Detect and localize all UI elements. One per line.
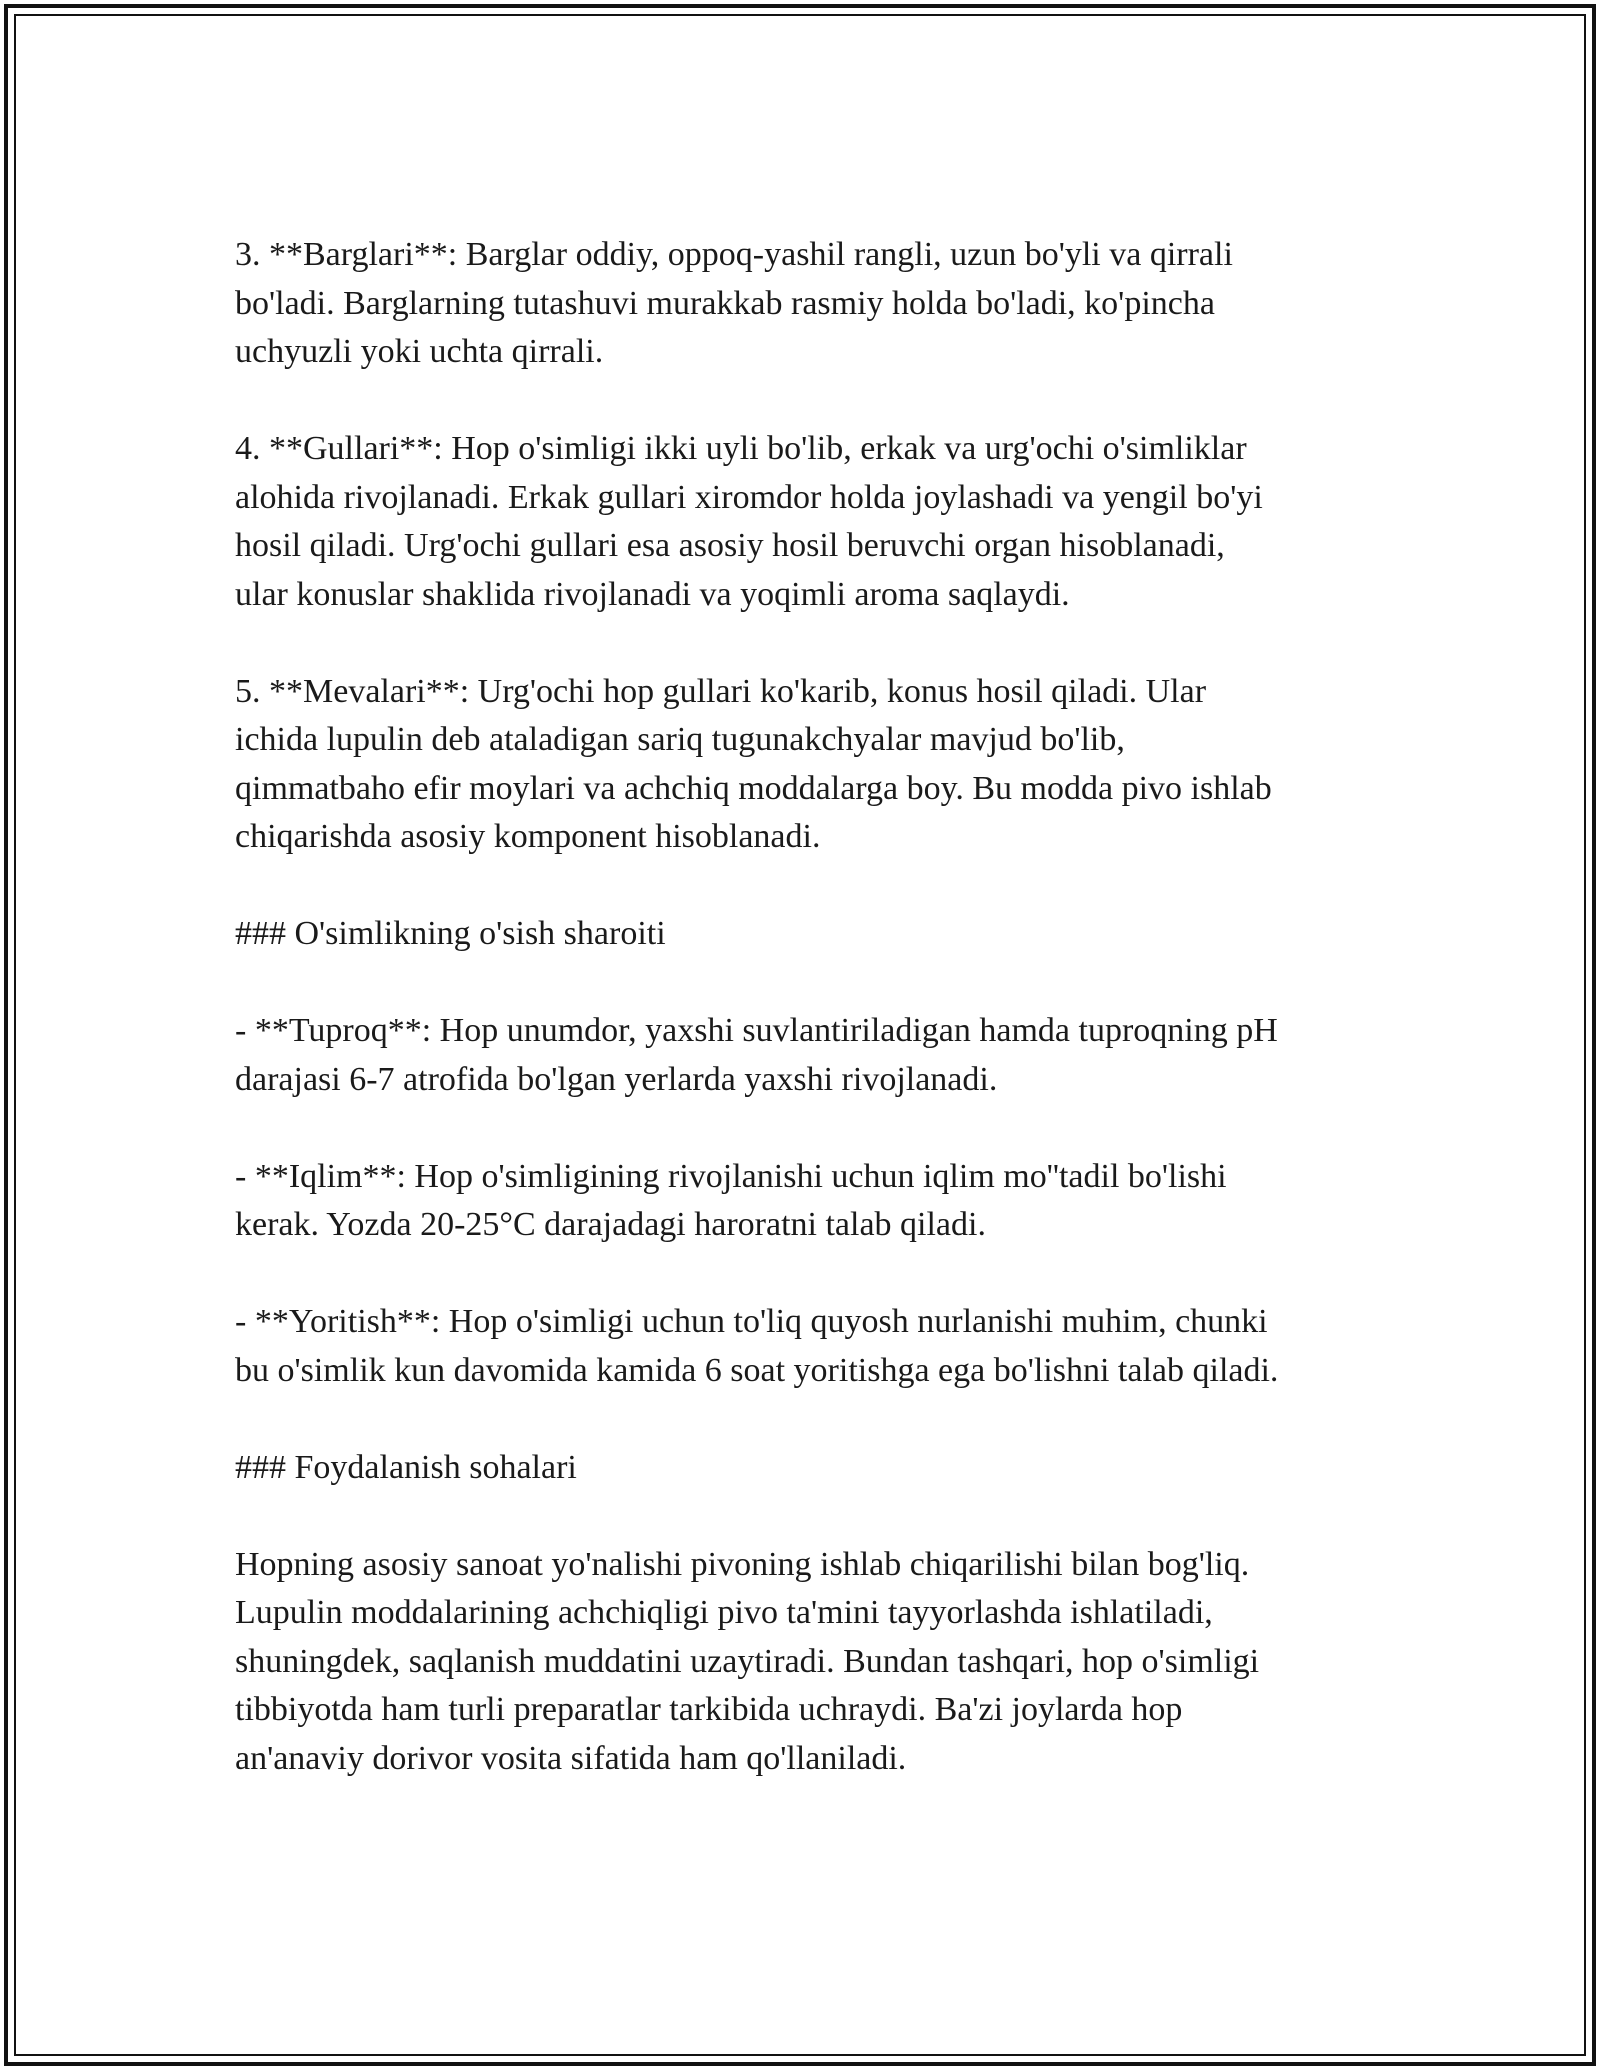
list-item-soil: - **Tuproq**: Hop unumdor, yaxshi suvlantiriladigan hamda tuproqning pH darajasi 6-7 atrofida bo'lgan yerlarda yaxshi rivojlanadi. (235, 1012, 1278, 1098)
list-item-lighting: - **Yoritish**: Hop o'simligi uchun to'liq quyosh nurlanishi muhim, chunki bu o'simlik kun davomida kamida 6 soat yoritishga ega bo'lishni talab qiladi. (235, 1303, 1279, 1389)
paragraph-fruits: 5. **Mevalari**: Urg'ochi hop gullari ko'karib, konus hosil qiladi. Ular ichida lupulin deb ataladigan sariq tugunakchyalar mavjud bo'lib, qimmatbaho efir moylari va achchiq moddalarga boy. Bu modda pivo ishlab chiqarishda asosiy komponent hisoblanadi. (235, 672, 1272, 855)
list-item-climate: - **Iqlim**: Hop o'simligining rivojlanishi uchun iqlim mo''tadil bo'lishi kerak. Yozda 20-25°C darajadagi haroratni talab qiladi. (235, 1157, 1227, 1243)
document-body (235, 231, 1395, 1783)
heading-usage-areas: ### Foydalanish sohalari (235, 1448, 577, 1486)
paragraph-leaves: 3. **Barglari**: Barglar oddiy, oppoq-yashil rangli, uzun bo'yli va qirrali bo'ladi. Barglarning tutashuvi murakkab rasmiy holda bo'ladi, ko'pincha uchyuzli yoki uchta qirrali. (235, 236, 1233, 370)
paragraph-flowers: 4. **Gullari**: Hop o'simligi ikki uyli bo'lib, erkak va urg'ochi o'simliklar alohida rivojlanadi. Erkak gullari xiromdor holda joylashadi va yengil bo'yi hosil qiladi. Urg'ochi gullari esa asosiy hosil beruvchi organ hisoblanadi, ular konuslar shaklida rivojlanadi va yoqimli aroma saqlaydi. (235, 430, 1263, 613)
heading-growing-conditions: ### O'simlikning o'sish sharoiti (235, 915, 666, 952)
paragraph-usage: Hopning asosiy sanoat yo'nalishi pivoning ishlab chiqarilishi bilan bog'liq. Lupulin moddalarining achchiqligi pivo ta'mini tayyorlashda ishlatiladi, shuningdek, saqlanish muddatini uzaytiradi. Bundan tashqari, hop o'simligi tibbiyotda ham turli preparatlar tarkibida uchraydi. Ba'zi joylarda hop an'anaviy dorivor vosita sifatida ham qo'llaniladi. (235, 1545, 1260, 1777)
